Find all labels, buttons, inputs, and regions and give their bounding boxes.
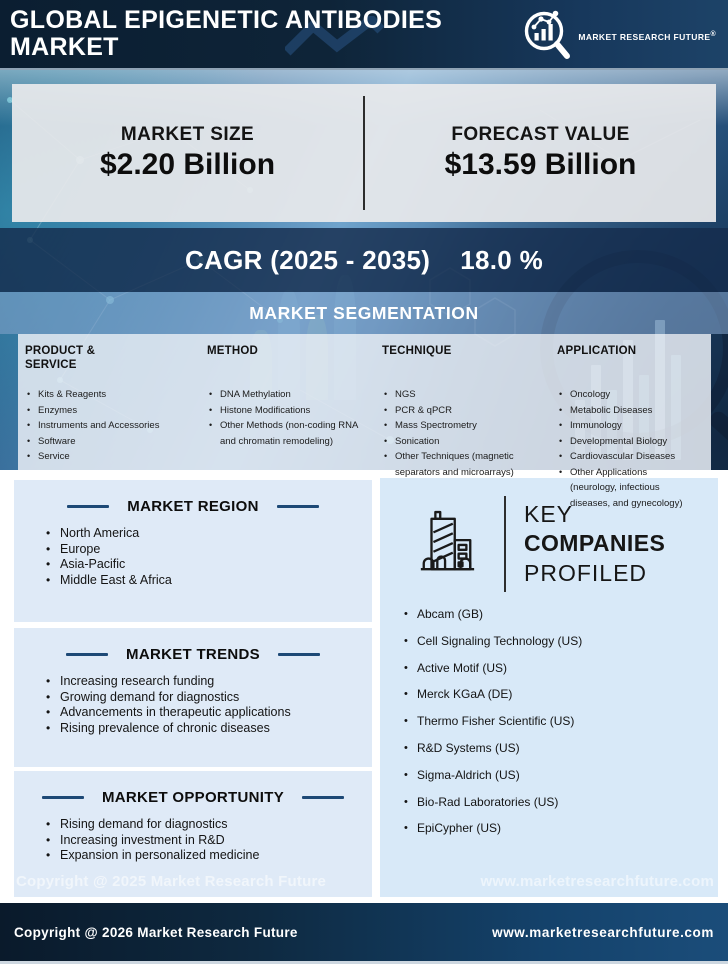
list-item: • Abcam (GB): [402, 608, 718, 620]
list-item: • Asia-Pacific: [44, 557, 372, 573]
list-item: • Merck KGaA (DE): [402, 688, 718, 700]
list-item: • Sonication: [382, 434, 547, 450]
list-item: • Developmental Biology: [557, 434, 695, 450]
key-companies-heading: [524, 500, 665, 589]
cagr-label: CAGR (2025 - 2035): [184, 244, 431, 275]
segment-list: [382, 387, 547, 480]
watermark-website: www.marketresearchfuture.com: [480, 873, 714, 890]
list-item: • Rising demand for diagnostics: [44, 817, 372, 833]
segmentation-band: [0, 292, 728, 334]
list-item: • Cell Signaling Technology (US): [402, 635, 718, 647]
market-trends-title: MARKET TRENDS: [126, 646, 260, 663]
watermark-copyright: Copyright @ 2025 Market Research Future: [16, 873, 327, 890]
stats-box: [12, 84, 716, 222]
footer-website-link[interactable]: www.marketresearchfuture.com: [492, 924, 714, 940]
list-item: • Cardiovascular Diseases: [557, 449, 695, 465]
segment-column-technique: [382, 345, 557, 511]
list-item: • Bio-Rad Laboratories (US): [402, 796, 718, 808]
dash-decoration: [42, 796, 84, 799]
segment-column-title: TECHNIQUE: [382, 345, 452, 357]
list-item: • Other Methods (non-coding RNA and chromatin remodeling): [207, 418, 372, 449]
list-item: • Immunology: [557, 418, 695, 434]
key-companies-panel: [380, 478, 718, 897]
heading-line: PROFILED: [524, 559, 648, 586]
segment-list: [25, 387, 197, 465]
list-item: • Mass Spectrometry: [382, 418, 547, 434]
list-item: • Instruments and Accessories: [25, 418, 197, 434]
registered-mark: ®: [710, 31, 716, 38]
list-item: • Metabolic Diseases: [557, 403, 695, 419]
forecast-value-block: [365, 84, 716, 222]
segment-column-title: APPLICATION: [557, 345, 637, 357]
market-size-label: MARKET SIZE: [120, 124, 255, 145]
market-trends-panel: [14, 628, 372, 767]
market-opportunity-list: [14, 817, 372, 864]
forecast-value-value: $13.59 Billion: [444, 148, 637, 181]
list-item: • Increasing research funding: [44, 674, 372, 690]
list-item: • Expansion in personalized medicine: [44, 848, 372, 864]
list-item: • PCR & qPCR: [382, 403, 547, 419]
segment-column-method: [207, 345, 382, 511]
dash-decoration: [302, 796, 344, 799]
heading-line: COMPANIES: [524, 530, 666, 557]
list-item: • Service: [25, 449, 197, 465]
list-item: • Enzymes: [25, 403, 197, 419]
list-item: • Active Motif (US): [402, 662, 718, 674]
footer-copyright: Copyright @ 2026 Market Research Future: [14, 924, 298, 940]
list-item: • Growing demand for diagnostics: [44, 690, 372, 706]
list-item: • Software: [25, 434, 197, 450]
list-item: • Histone Modifications: [207, 403, 372, 419]
list-item: • Increasing investment in R&D: [44, 833, 372, 849]
list-item: • Rising prevalence of chronic diseases: [44, 721, 372, 737]
list-item: • Oncology: [557, 387, 695, 403]
list-item: • R&D Systems (US): [402, 742, 718, 754]
segment-column-title: PRODUCT & SERVICE: [25, 345, 96, 371]
list-item: • Other Techniques (magnetic separators and microarrays): [382, 449, 547, 480]
segment-column-application: [557, 345, 705, 511]
list-item: • Middle East & Africa: [44, 573, 372, 589]
market-region-title: MARKET REGION: [127, 498, 259, 515]
dash-decoration: [278, 653, 320, 656]
forecast-value-label: FORECAST VALUE: [451, 124, 630, 145]
segment-column-product-service: [25, 345, 207, 511]
header: [0, 0, 728, 70]
lower-section: [0, 470, 728, 903]
panel-title-row: [14, 646, 372, 663]
market-size-block: [12, 84, 363, 222]
footer: [0, 903, 728, 961]
heading-line: KEY: [524, 500, 574, 527]
list-item: • Sigma-Aldrich (US): [402, 769, 718, 781]
list-item: • DNA Methylation: [207, 387, 372, 403]
building-icon: [416, 507, 478, 581]
segment-column-title: METHOD: [207, 345, 259, 357]
market-size-value: $2.20 Billion: [99, 148, 276, 181]
mrf-logo: [520, 7, 716, 61]
mrf-logo-icon: [520, 7, 572, 61]
list-item: • North America: [44, 526, 372, 542]
list-item: • Kits & Reagents: [25, 387, 197, 403]
mrf-logo-wordmark: MARKET RESEARCH FUTURE®: [578, 31, 716, 42]
page-title: GLOBAL EPIGENETIC ANTIBODIES MARKET: [10, 6, 443, 61]
list-item: • NGS: [382, 387, 547, 403]
list-item: • EpiCypher (US): [402, 822, 718, 834]
market-opportunity-title: MARKET OPPORTUNITY: [101, 789, 285, 806]
panel-title-row: [14, 789, 372, 806]
segment-list: [557, 387, 695, 511]
segment-list: [207, 387, 372, 449]
companies-list: [380, 608, 718, 834]
list-item: • Advancements in therapeutic applications: [44, 705, 372, 721]
market-region-list: [14, 526, 372, 589]
market-trends-list: [14, 674, 372, 737]
cagr-value: 18.0 %: [460, 244, 544, 275]
segmentation-title: MARKET SEGMENTATION: [249, 302, 479, 323]
list-item: • Thermo Fisher Scientific (US): [402, 715, 718, 727]
list-item: • Europe: [44, 542, 372, 558]
dash-decoration: [66, 653, 108, 656]
list-item: • Other Applications (neurology, infectious diseases, and gynecology): [557, 465, 695, 512]
cagr-band: [0, 228, 728, 292]
